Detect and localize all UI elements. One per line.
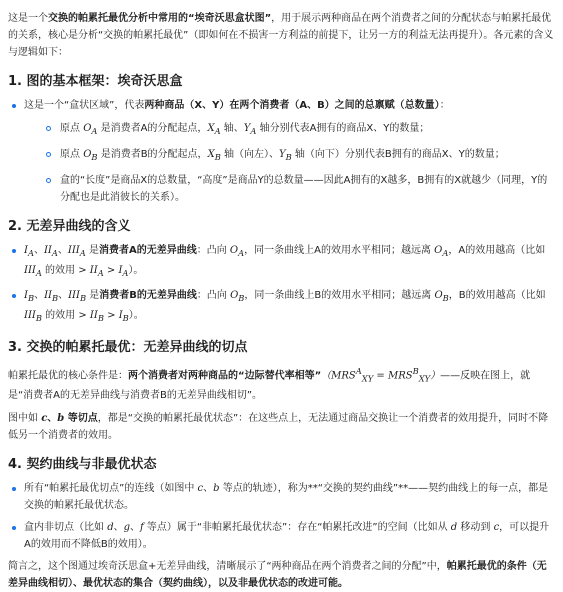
text-span: 图中如: [8, 413, 42, 425]
text-span: c: [493, 522, 500, 534]
text-span: 帕累托最优的核心条件是：: [8, 370, 128, 382]
text-span: 消费者B的无差异曲线: [99, 290, 197, 301]
text-span: ——反映在图上，就是“消费者A的无差异曲线与消费者B的无差异曲线相切”。: [8, 370, 531, 402]
text-span: 是消费者B的分配起点，: [97, 149, 208, 160]
text-span: Y: [243, 123, 251, 134]
text-span: 两个消费者对两种商品的“边际替代率相等”: [128, 370, 322, 382]
text-span: B: [122, 313, 129, 323]
text-span: I: [118, 310, 123, 321]
text-span: B: [285, 152, 292, 162]
text-span: 是: [85, 245, 99, 256]
text-span: ：凸向: [196, 290, 231, 301]
section-1-heading: 1. 图的基本框架：埃奇沃思盒: [8, 74, 183, 89]
section-3-heading: 3. 交换的帕累托最优：无差异曲线的切点: [8, 340, 248, 355]
text-span: B: [214, 152, 221, 162]
text-span: 、: [57, 245, 68, 256]
text-span: ，B的效用越高（比如: [448, 290, 546, 301]
text-span: A: [79, 248, 86, 258]
text-span: II: [89, 310, 98, 321]
text-span: 的效用 >: [41, 310, 90, 321]
text-span: 、: [34, 290, 45, 301]
text-span: d: [450, 522, 458, 534]
text-span: II: [89, 265, 98, 276]
text-span: I: [24, 245, 28, 256]
text-span: B: [442, 293, 449, 303]
text-span: 是消费者A的分配起点，: [97, 123, 208, 134]
text-span: b: [57, 413, 65, 425]
text-span: 、: [203, 483, 214, 495]
text-span: 帕累托最优的条件（无差异曲线相切）、最优状态的集合（契约曲线），以及非最优状态的改进可能。: [8, 561, 547, 590]
text-span: 轴、: [220, 123, 244, 134]
list-item: [8, 287, 555, 327]
text-span: II: [44, 290, 52, 301]
text-span: 这是一个“盒状区域”，代表: [24, 100, 145, 111]
text-span: f: [140, 522, 144, 534]
text-span: 原点: [60, 123, 84, 134]
text-span: 消费者A的无差异曲线: [98, 245, 197, 256]
text-span: A: [122, 268, 129, 278]
text-span: 盒内非切点（比如: [24, 522, 108, 534]
text-span: 的效用 >: [41, 265, 90, 276]
list-item: [8, 480, 555, 514]
text-span: I: [118, 265, 123, 276]
list-item: [8, 242, 555, 282]
summary-paragraph: [8, 558, 555, 592]
text-span: B: [97, 313, 104, 323]
text-span: X: [207, 149, 215, 160]
text-span: ）: [430, 370, 441, 382]
text-span: 等点）属于“非帕累托最优状态”：存在“帕累托改进”的空间（比如从: [143, 522, 451, 534]
text-span: A: [51, 248, 58, 258]
text-span: A: [27, 248, 34, 258]
sub-list-item: [24, 120, 555, 140]
intro-paragraph: [8, 10, 555, 61]
text-span: O: [434, 290, 443, 301]
text-span: >: [103, 265, 119, 276]
text-span: ，同一条曲线上B的效用水平相同；越远离: [244, 290, 435, 301]
text-span: A: [214, 126, 221, 136]
text-span: （MRS: [321, 370, 356, 382]
text-span: ，可以提升A的效用而不降低B的效用）。: [24, 522, 550, 551]
text-span: 轴分别代表A拥有的商品X、Y的数量；: [256, 123, 430, 134]
text-span: ，同一条曲线上A的效用水平相同；越远离: [244, 245, 435, 256]
text-span: 所有“帕累托最优切点”的连线（如图中: [24, 483, 198, 495]
sub-list-item: [24, 146, 555, 166]
text-span: g: [123, 522, 130, 534]
text-span: Y: [279, 149, 286, 160]
text-span: = MRS: [373, 370, 413, 382]
text-span: c: [41, 413, 48, 425]
text-span: O: [434, 245, 443, 256]
text-span: O: [230, 290, 239, 301]
section-3-paragraph: [8, 363, 555, 404]
text-span: B: [35, 313, 42, 323]
text-span: ：: [439, 100, 450, 111]
text-span: A: [238, 248, 245, 258]
text-span: 、: [58, 290, 69, 301]
text-span: A: [355, 366, 362, 376]
text-span: d: [107, 522, 114, 534]
text-span: 盒的“长度”是商品X的总数量，“高度”是商品Y的总数量——因此A拥有的X越多，B拥有的X就越少（同理，Y的分配也是此消彼长的关系）。: [60, 175, 548, 203]
text-span: III: [68, 290, 80, 301]
section-2-heading: 2. 无差异曲线的含义: [8, 219, 131, 234]
text-span: A: [35, 268, 42, 278]
section-4-heading: 4. 契约曲线与非最优状态: [8, 457, 157, 473]
text-span: 是: [86, 290, 100, 301]
text-span: B: [238, 293, 245, 303]
text-span: O: [83, 149, 92, 160]
text-span: III: [24, 265, 36, 276]
text-span: O: [83, 123, 92, 134]
text-span: B: [27, 293, 35, 303]
text-span: A: [97, 268, 104, 278]
text-span: 、: [47, 413, 58, 425]
text-span: 、: [33, 245, 44, 256]
text-span: XY: [361, 373, 374, 384]
text-span: 等点的轨迹），称为**“交换的契约曲线”**——契约曲线上的每一点，都是交换的帕累托最优状态。: [24, 483, 549, 512]
text-span: ）。: [128, 265, 144, 276]
list-item: [8, 519, 555, 553]
text-span: III: [24, 310, 36, 321]
section-1-list: [8, 97, 555, 206]
text-span: >: [103, 310, 119, 321]
text-span: 原点: [60, 149, 84, 160]
text-span: 两种商品（X、Y）在两个消费者（A、B）之间的总禀赋（总数量）: [144, 100, 440, 111]
sub-list: [24, 120, 555, 206]
text-span: XY: [418, 373, 431, 384]
section-4-list: [8, 480, 555, 553]
text-span: 、: [130, 522, 140, 534]
text-span: B: [51, 293, 59, 303]
text-span: 简言之，这个图通过埃奇沃思盒+无差异曲线，清晰展示了“两种商品在两个消费者之间的分配”中，: [8, 561, 447, 573]
text-span: O: [229, 245, 239, 256]
intro-bold: 交换的帕累托最优分析中常用的“埃奇沃思盒状图”: [48, 13, 272, 24]
sub-list-item: [24, 172, 555, 206]
intro-text: ，用于展示两种商品在两个消费者之间的分配状态与帕累托最优的关系，核心是分析“交换的帕累托最优”（即如何在不损害一方利益的前提下，让另一方的利益无法再提升）。各元素的含义与逻辑如下：: [8, 13, 554, 58]
text-span: 轴（向左）、: [220, 149, 279, 160]
text-span: c: [197, 483, 204, 495]
text-span: X: [207, 123, 215, 134]
text-span: I: [24, 290, 28, 301]
text-span: A: [442, 248, 449, 258]
text-span: III: [67, 245, 80, 256]
text-span: ，A的效用越高（比如: [448, 245, 546, 256]
text-span: 、: [113, 522, 124, 534]
text-span: ）。: [128, 310, 144, 321]
section-2-list: [8, 242, 555, 327]
text-span: A: [91, 126, 98, 136]
text-span: B: [412, 366, 419, 376]
section-3-paragraph: [8, 410, 555, 444]
text-span: B: [79, 293, 87, 303]
text-span: A: [250, 126, 257, 136]
text-span: II: [43, 245, 52, 256]
text-span: 等切点: [64, 413, 98, 425]
text-span: 移动到: [457, 522, 494, 534]
list-item: [8, 97, 555, 206]
text-span: b: [213, 483, 220, 495]
text-span: 轴（向下）分别代表B拥有的商品X、Y的数量；: [291, 149, 505, 160]
text-span: ，都是“交换的帕累托最优状态”：在这些点上，无法通过商品交换让一个消费者的效用提升，同时不降低另一个消费者的效用。: [8, 413, 549, 442]
text-span: ：凸向: [196, 245, 230, 256]
intro-text: 这是一个: [8, 13, 48, 24]
text-span: B: [91, 152, 98, 162]
